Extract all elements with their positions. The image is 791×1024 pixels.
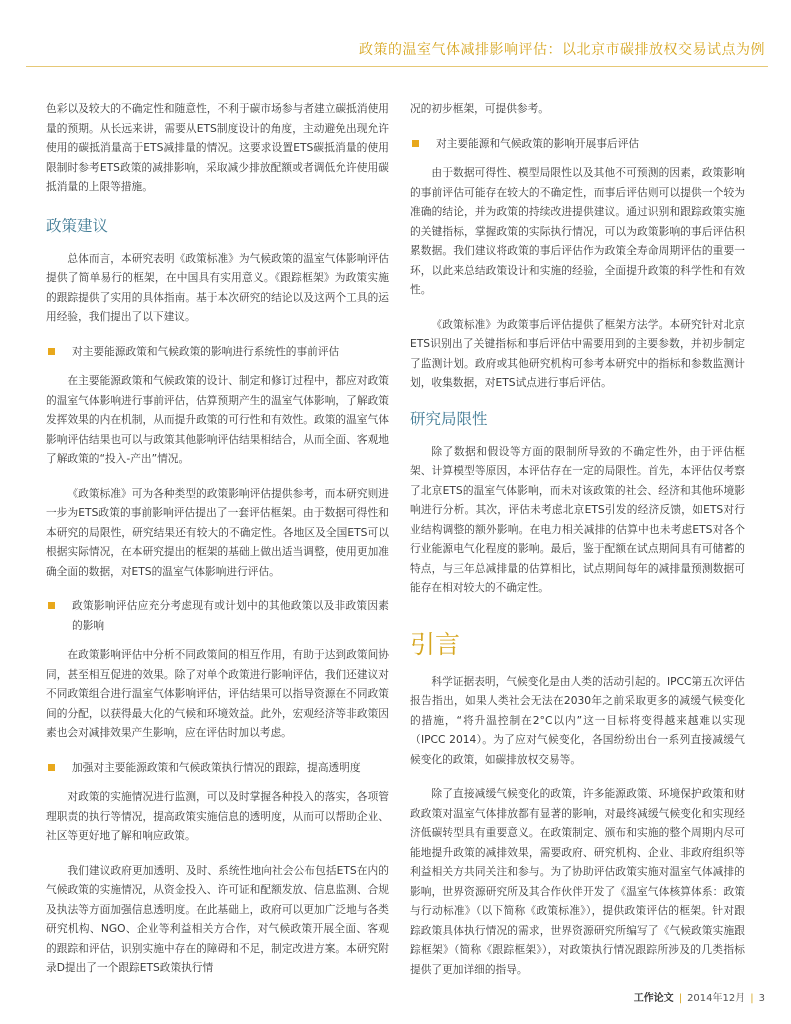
bullet-square-icon <box>48 764 55 771</box>
footer-series: 工作论文 <box>633 993 674 1004</box>
paragraph: 《政策标准》为政策事后评估提供了框架方法学。本研究针对北京ETS识别出了关键指标和事后评估中需要用到的主要参数，并初步制定了监测计划。政府或其他研究机构可参考本研究中的指标和参数监测计划，收集数据，对ETS试点进行事后评估。 <box>410 317 745 389</box>
section-title-introduction: 引言 <box>410 629 461 659</box>
bullet-text: 政策影响评估应充分考虑现有或计划中的其他政策以及非政策因素的影响 <box>72 599 389 632</box>
running-header-title: 政策的温室气体减排影响评估：以北京市碳排放权交易试点为例 <box>359 42 765 58</box>
paragraph: 在政策影响评估中分析不同政策间的相互作用，有助于达到政策间协同，甚至相互促进的效果。除了对单个政策进行影响评估，我们还建议对不同政策组合进行温室气体影响评估，评估结果可以指导资源在不同政策间的分配，以获得最大化的气候和环境效益。此外，宏观经济等非政策因素也会对减排效果产生影响，应在评估时加以考虑。 <box>46 648 389 739</box>
header-divider <box>26 66 768 67</box>
bullet-square-icon <box>48 348 55 355</box>
footer-separator: | <box>750 993 754 1004</box>
paragraph-continued: 况的初步框架，可提供参考。 <box>410 102 549 115</box>
paragraph: 我们建议政府更加透明、及时、系统性地向社会公布包括ETS在内的气候政策的实施情况，从资金投入、许可证和配额发放、信息监测、合规及执法等方面加强信息透明度。在此基础上，政府可以更加广泛地与各类研究机构、NGO、企业等利益相关方合作，对气候政策开展全面、客观的跟踪和评估，识别实施中存在的障碍和不足，制定改进方案。本研究附录D提出了一个跟踪ETS政策执行情 <box>46 863 389 974</box>
bullet-text: 对主要能源政策和气候政策的影响进行系统性的事前评估 <box>72 344 340 358</box>
right-column <box>410 99 745 994</box>
page-footer <box>634 989 765 1004</box>
bullet-item <box>46 758 389 778</box>
footer-separator: | <box>678 993 683 1004</box>
paragraph: 除了直接减缓气候变化的政策，许多能源政策、环境保护政策和财政政策对温室气体排放都有显著的影响，对最终减缓气候变化和实现经济低碳转型具有重要意义。在政策制定、颁布和实施的整个周期内尽可能地提升政策的减排效果，需要政府、研究机构、企业、非政府组织等利益相关方共同关注和参与。为了协助评估政策实施对温室气体减排的影响，世界资源研究所及其合作伙伴开发了《温室气体核算体系：政策与行动标准》（以下简称《政策标准》），提供政策评估的框架。针对跟踪政策具体执行情况的需求，世界资源研究所编写了《气候政策实施跟踪框架》（简称《跟踪框架》），对政策执行情况跟踪所涉及的几类指标提供了更加详细的指导。 <box>410 787 745 976</box>
left-column <box>46 99 389 993</box>
section-title-limitations: 研究局限性 <box>410 409 488 428</box>
paragraph: 在主要能源政策和气候政策的设计、制定和修订过程中，都应对政策的温室气体影响进行事前评估，估算预期产生的温室气体影响，了解政策发挥效果的内在机制，从而提升政策的可行性和有效性。政策的温室气体影响评估结果也可以与政策其他影响评估结果相结合，从而全面、客观地了解政策的“投入-产出”情况。 <box>46 374 389 465</box>
bullet-square-icon <box>412 140 419 147</box>
paragraph: 总体而言，本研究表明《政策标准》为气候政策的温室气体影响评估提供了简单易行的框架，在中国具有实用意义。《跟踪框架》为政策实施的跟踪提供了实用的具体指南。基于本次研究的结论以及这两个工具的运用经验，我们提出了以下建议。 <box>46 251 389 323</box>
section-title-policy-recommendations: 政策建议 <box>46 216 109 235</box>
paragraph: 科学证据表明，气候变化是由人类的活动引起的。IPCC第五次评估报告指出，如果人类社会无法在2030年之前采取更多的减缓气候变化的措施，“将升温控制在2°C以内”这一目标将变得越来越难以实现（IPCC 2014）。为了应对气候变化，各国纷纷出台一系列直接减缓气候变化的政策，如碳排放权交易等。 <box>410 674 745 766</box>
footer-page-number: 3 <box>758 993 765 1004</box>
bullet-item <box>46 342 389 362</box>
paragraph: 对政策的实施情况进行监测，可以及时掌握各种投入的落实，各项管理职责的执行等情况，提高政策实施信息的透明度，从而可以帮助企业、社区等更好地了解和响应政策。 <box>46 790 389 842</box>
bullet-square-icon <box>48 602 55 609</box>
paragraph: 除了数据和假设等方面的限制所导致的不确定性外，由于评估框架、计算模型等原因，本评估存在一定的局限性。首先，本评估仅考察了北京ETS的温室气体影响，而未对该政策的社会、经济和其他环境影响进行分析。其次，评估未考虑北京ETS引发的经济反馈，如ETS对行业结构调整的额外影响。在电力相关减排的估算中也未考虑ETS对各个行业能源电气化程度的影响。最后，鉴于配额在试点期间具有可储蓄的特点，与三年总减排量的估算相比，试点期间每年的减排量预测数据可能存在相对较大的不确定性。 <box>410 444 745 594</box>
bullet-item <box>410 134 745 154</box>
bullet-text: 加强对主要能源政策和气候政策执行情况的跟踪，提高透明度 <box>72 760 361 774</box>
paragraph: 《政策标准》可为各种类型的政策影响评估提供参考，而本研究则进一步为ETS政策的事前影响评估提出了一套评估框架。由于数据可得性和本研究的局限性，研究结果还有较大的不确定性。各地区及全国ETS可以根据实际情况，在本研究提出的框架的基础上做出适当调整，使用更加准确全面的数据，对ETS的温室气体影响进行评估。 <box>46 486 389 578</box>
paragraph-intro-continued: 色彩以及较大的不确定性和随意性，不利于碳市场参与者建立碳抵消使用量的预期。从长远来讲，需要从ETS制度设计的角度，主动避免出现允许使用的碳抵消量高于ETS减排量的情况。这要求设置ETS碳抵消量的使用限制时参考ETS政策的减排影响，采取减少排放配额或者调低允许使用碳抵消量的上限等措施。 <box>46 102 389 193</box>
bullet-text: 对主要能源和气候政策的影响开展事后评估 <box>436 136 640 150</box>
bullet-item <box>46 596 389 635</box>
footer-date: 2014年12月 <box>687 993 746 1004</box>
paragraph: 由于数据可得性、模型局限性以及其他不可预测的因素，政策影响的事前评估可能存在较大的不确定性，而事后评估则可以提供一个较为准确的结论，并为政策的持续改进提供建议。通过识别和跟踪政策实施的关键指标，掌握政策的实际执行情况，可以为政策影响的事后评估积累数据。我们建议将政策的事后评估作为政策全寿命周期评估的重要一环，以此来总结政策设计和实施的经验，全面提升政策的科学性和有效性。 <box>410 166 745 296</box>
